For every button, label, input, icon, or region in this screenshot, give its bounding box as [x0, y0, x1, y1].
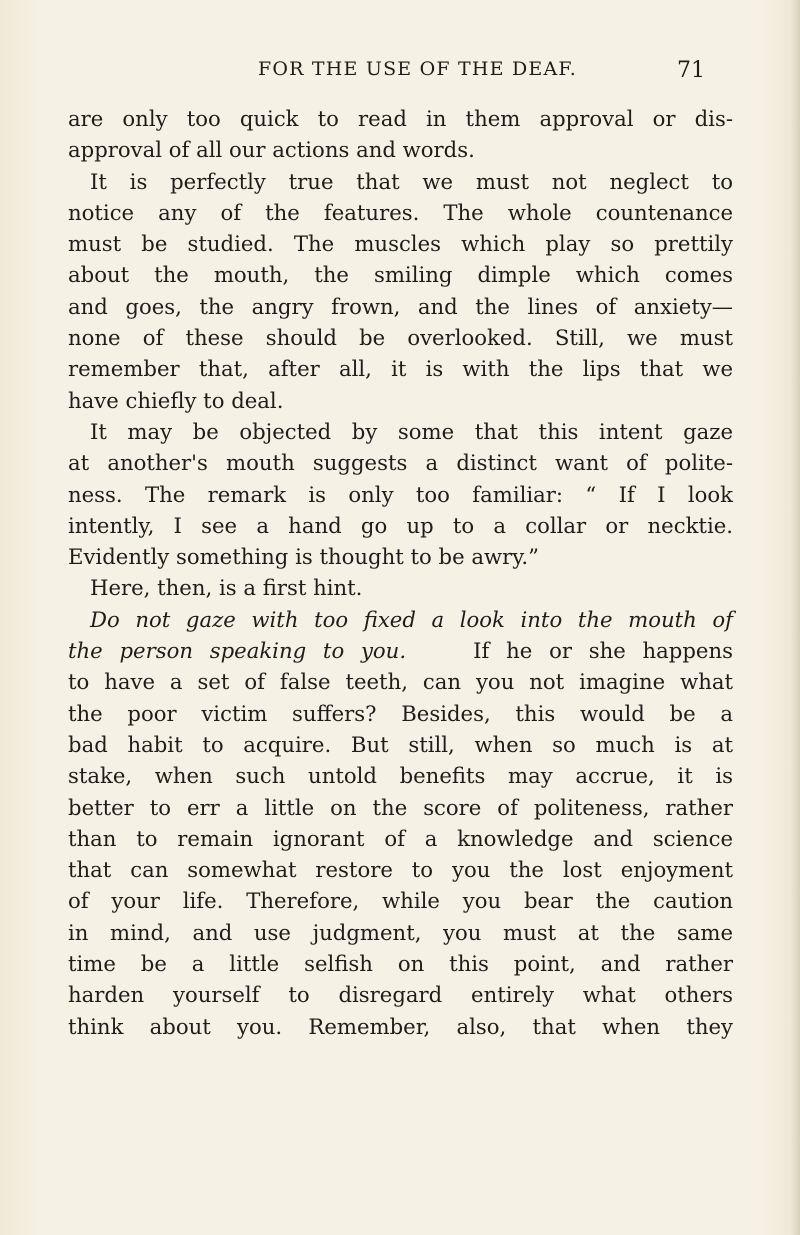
text-line: that can somewhat restore to you the lost enjoyment	[68, 857, 733, 883]
text-line: have chiefly to deal.	[68, 387, 284, 413]
text-line: stake, when such untold benefits may accrue, it is	[68, 763, 733, 789]
text-line: are only too quick to read in them approval or dis-	[68, 106, 733, 131]
text-line: Here, then, is a first hint.	[90, 575, 363, 601]
text-line: than to remain ignorant of a knowledge and science	[68, 825, 733, 851]
text-line: and goes, the angry frown, and the lines of anxiety—	[68, 293, 733, 319]
text-line: at another's mouth suggests a distinct want of polite-	[68, 450, 733, 476]
text-line: better to err a little on the score of politeness, rather	[68, 794, 733, 820]
text-line: about the mouth, the smiling dimple which comes	[68, 262, 733, 288]
text-line	[68, 635, 733, 666]
text-line: remember that, after all, it is with the lips that we	[68, 356, 733, 382]
body-text	[68, 103, 733, 1042]
text-line: It may be objected by some that this intent gaze	[90, 418, 733, 444]
text-line: think about you. Remember, also, that when they	[68, 1013, 733, 1039]
running-head: FOR THE USE OF THE DEAF.	[258, 58, 578, 80]
text-line: in mind, and use judgment, you must at the same	[68, 919, 733, 945]
text-line: intently, I see a hand go up to a collar or necktie.	[68, 512, 733, 538]
page-number: 71	[677, 58, 705, 83]
text-line: Do not gaze with too fixed a look into the mouth of	[90, 606, 733, 632]
text-line: the poor victim suffers? Besides, this would be a	[68, 700, 733, 726]
text-line: notice any of the features. The whole countenance	[68, 199, 733, 225]
text-line: It is perfectly true that we must not neglect to	[90, 168, 733, 194]
italic-phrase: the person speaking to you.	[68, 638, 407, 664]
text-line: harden yourself to disregard entirely what others	[68, 982, 733, 1008]
text-line: bad habit to acquire. But still, when so much is at	[68, 731, 733, 757]
text-line: Evidently something is thought to be awry.”	[68, 544, 539, 570]
text-line: to have a set of false teeth, can you not imagine what	[68, 669, 733, 695]
text-fragment: If he or she happens	[473, 638, 733, 664]
text-line: must be studied. The muscles which play so prettily	[68, 231, 733, 257]
text-line: none of these should be overlooked. Still, we must	[68, 325, 733, 351]
text-line: time be a little selfish on this point, and rather	[68, 951, 733, 977]
text-line: of your life. Therefore, while you bear the caution	[68, 888, 733, 914]
page-edge-shadow	[790, 0, 800, 1235]
page-header	[0, 58, 800, 98]
text-line: ness. The remark is only too familiar: “ If I look	[68, 481, 733, 507]
text-line: approval of all our actions and words.	[68, 137, 475, 163]
